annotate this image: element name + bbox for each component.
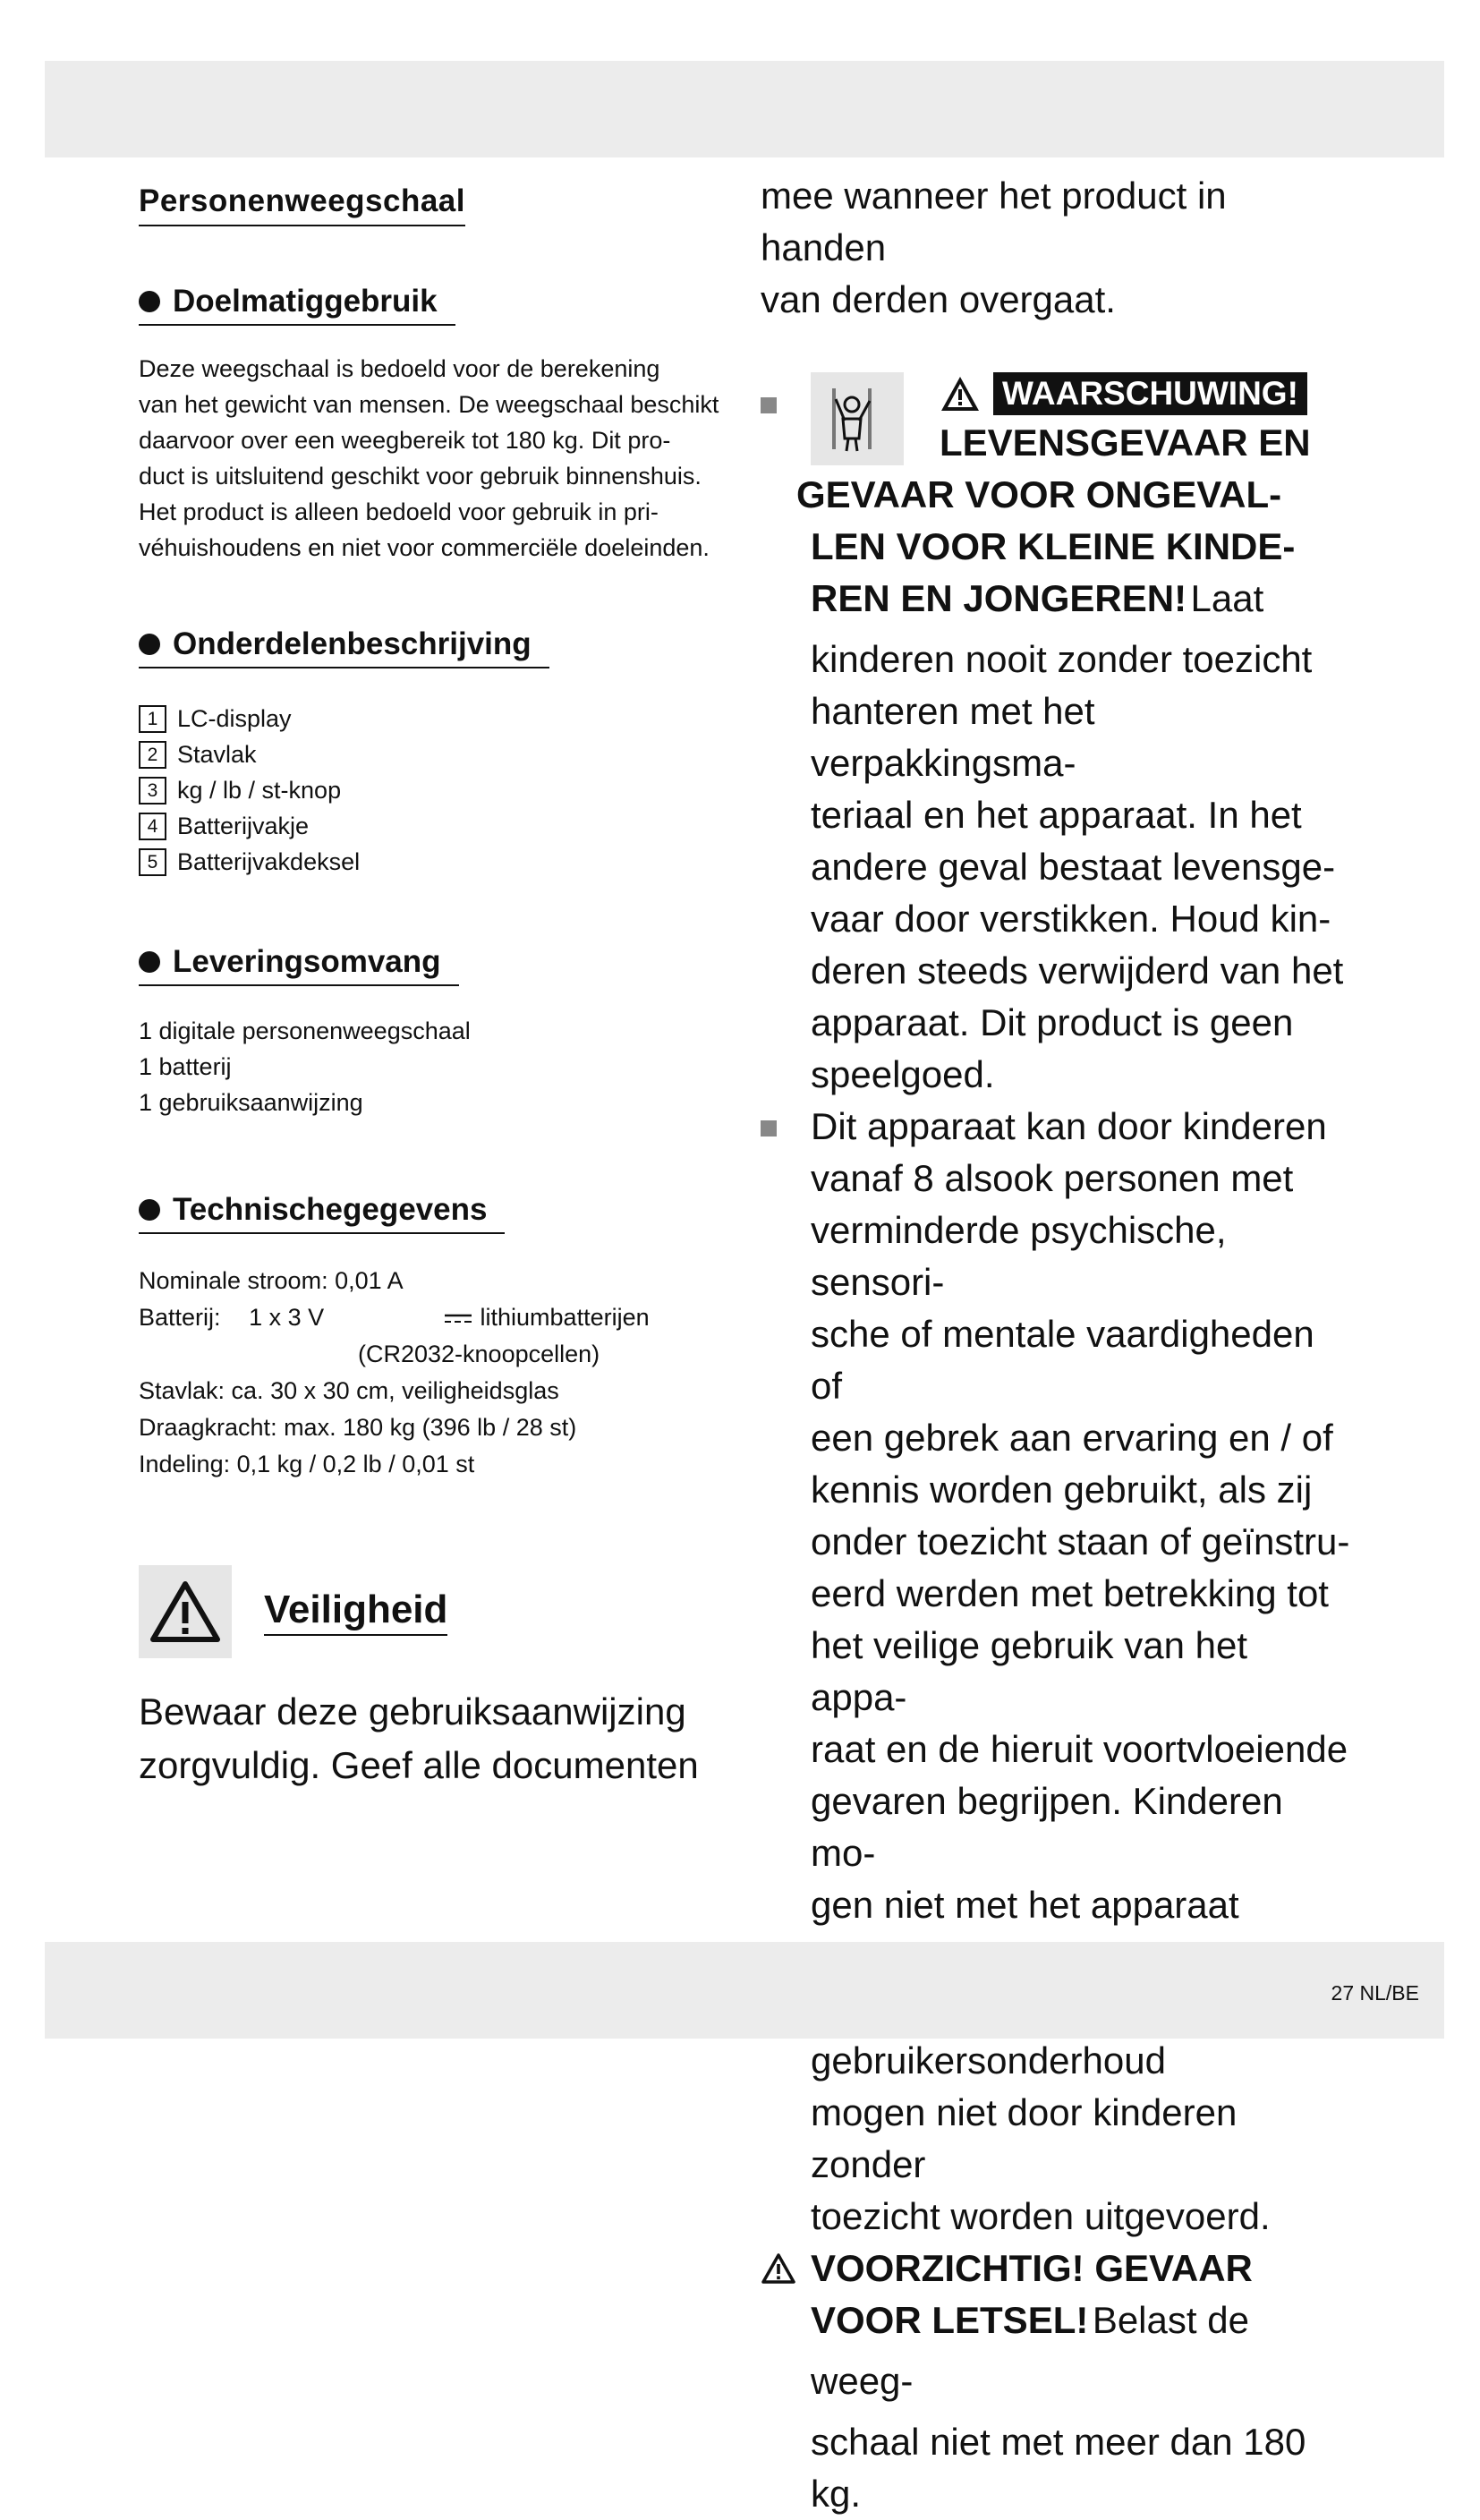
text-line: vanaf 8 alsook personen met [811, 1157, 1294, 1199]
warning-icon-box [139, 1565, 232, 1658]
caution-line [761, 2294, 1351, 2416]
text-line: apparaat. Dit product is geen [811, 1001, 1294, 1043]
heading-text: Onderdelenbeschrijving [173, 626, 532, 661]
part-number: 4 [139, 813, 166, 840]
text-line: gevaren begrijpen. Kinderen mo- [811, 1780, 1283, 1874]
warning-paragraph [761, 634, 1351, 1101]
text-line: vaar door verstikken. Houd kin- [811, 898, 1331, 940]
list-item [139, 772, 729, 808]
caution-inline-text: Belast de weeg- [811, 2299, 1249, 2402]
warning-label: WAARSCHUWING! [993, 372, 1307, 415]
text-line: sche of mentale vaardigheden of [811, 1313, 1314, 1407]
part-number: 2 [139, 741, 166, 769]
heading-text: Technischegegevens [173, 1192, 488, 1227]
header-band [45, 61, 1444, 158]
caution-triangle-icon [761, 2252, 796, 2285]
text-line: gen niet met het apparaat [811, 1884, 1239, 1926]
children-block [761, 1101, 1351, 2243]
text-line: mee wanneer het product in handen [761, 175, 1227, 268]
heading-text: Leveringsomvang [173, 944, 441, 979]
part-number: 3 [139, 777, 166, 805]
section-heading-tech [139, 1192, 505, 1234]
text-line: verminderde psychische, sensori- [811, 1209, 1227, 1303]
text-line: een gebrek aan ervaring en / of [811, 1417, 1333, 1459]
text-line: raat en de hieruit voortvloeiende [811, 1728, 1348, 1770]
text-line: eerd werden met betrekking tot [811, 1572, 1329, 1614]
text-line: hanteren met het verpakkingsma- [811, 690, 1095, 784]
text-line: andere geval bestaat levensge- [811, 846, 1336, 888]
caution-title-row [761, 2243, 1351, 2294]
warning-title-line: GEVAAR VOOR ONGEVAL- [796, 473, 1282, 515]
warning-title-line: LEN VOOR KLEINE KINDE- [811, 525, 1296, 567]
spec-battery-type: lithiumbatterijen [480, 1304, 650, 1331]
part-label: kg / lb / st-knop [177, 777, 342, 804]
bullet-icon [139, 634, 160, 655]
direct-current-icon [443, 1310, 473, 1328]
text-line: duct is uitsluitend geschikt voor gebruik binnenshuis. [139, 463, 702, 490]
text-line: speelgoed. [811, 1053, 995, 1095]
part-label: Stavlak [177, 741, 257, 768]
page-title: Personenweegschaal [139, 183, 465, 226]
warning-title-line [761, 573, 1351, 634]
text-line: het veilige gebruik van het appa- [811, 1624, 1247, 1718]
part-label: Batterijvakdeksel [177, 848, 361, 875]
spec-label: Batterij: [139, 1304, 221, 1331]
text-line: daarvoor over een weegbereik tot 180 kg. Dit pro- [139, 427, 671, 454]
safety-heading [139, 1565, 729, 1658]
child-danger-icon [825, 383, 889, 455]
text-line: Deze weegschaal is bedoeld voor de berekening [139, 355, 660, 382]
parts-list [139, 701, 729, 880]
bullet-square-icon [761, 397, 777, 413]
list-item [139, 808, 729, 844]
safety-title: Veiligheid [264, 1588, 447, 1636]
list-item [139, 844, 729, 880]
child-warning-icon-box [811, 372, 904, 465]
warning-inline-word: Laat [1190, 577, 1264, 619]
dc-type [443, 1299, 650, 1336]
section-heading-delivery [139, 944, 459, 986]
warning-title-end: REN EN JONGEREN! [811, 577, 1187, 619]
text-line: onder toezicht staan of geïnstru- [811, 1520, 1350, 1562]
tech-specs [139, 1263, 729, 1483]
delivery-list [139, 1013, 729, 1120]
spec-capacity: Draagkracht: max. 180 kg (396 lb / 28 st) [139, 1414, 577, 1441]
spec-division: Indeling: 0,1 kg / 0,2 lb / 0,01 st [139, 1451, 475, 1477]
left-column [139, 183, 729, 1792]
spec-current: Nominale stroom: 0,01 A [139, 1267, 404, 1294]
page-number: 27 NL/BE [1331, 1981, 1419, 2005]
spec-surface: Stavlak: ca. 30 x 30 cm, veiligheidsglas [139, 1377, 559, 1404]
list-item [139, 736, 729, 772]
list-item: 1 gebruiksaanwijzing [139, 1089, 363, 1116]
text-line: van het gewicht van mensen. De weegschaal beschikt [139, 391, 719, 418]
text-line: deren steeds verwijderd van het [811, 949, 1344, 992]
text-line: Dit apparaat kan door kinderen [811, 1105, 1327, 1147]
text-line: kinderen nooit zonder toezicht [811, 638, 1313, 680]
bullet-square-icon [761, 1120, 777, 1137]
part-label: LC-display [177, 705, 292, 732]
footer-band [45, 1942, 1444, 2039]
warning-triangle-icon [940, 375, 981, 413]
bullet-icon [139, 1199, 160, 1221]
text-line: Bewaar deze gebruiksaanwijzing [139, 1690, 686, 1732]
safety-paragraph [139, 1685, 729, 1792]
caution-title: VOORZICHTIG! GEVAAR [811, 2247, 1253, 2289]
section-heading-parts [139, 626, 549, 668]
warning-triangle-icon [149, 1580, 221, 1643]
text-line: zorgvuldig. Geef alle documenten [139, 1744, 699, 1786]
text-line: kennis worden gebruikt, als zij [811, 1469, 1313, 1511]
text-line: véhuishoudens en niet voor commerciële doeleinden. [139, 534, 710, 561]
use-paragraph [139, 351, 729, 566]
list-item: 1 digitale personenweegschaal [139, 1017, 471, 1044]
list-item: 1 batterij [139, 1053, 232, 1080]
right-column [761, 170, 1351, 2520]
spec-cells: (CR2032-knoopcellen) [358, 1341, 600, 1367]
part-number: 5 [139, 848, 166, 876]
text-line: teriaal en het apparaat. In het [811, 794, 1302, 836]
warning-block [761, 372, 1351, 1101]
text-line: mogen niet door kinderen zonder [811, 2091, 1238, 2185]
part-label: Batterijvakje [177, 813, 310, 839]
spec-value: 1 x 3 V [249, 1304, 325, 1331]
text-line: van derden overgaat. [761, 278, 1116, 320]
text-line: Het product is alleen bedoeld voor gebruik in pri- [139, 498, 659, 525]
continued-paragraph [761, 170, 1351, 326]
heading-text: Doelmatiggebruik [173, 284, 438, 319]
caution-block [761, 2243, 1351, 2520]
caution-title-end: VOOR LETSEL! [811, 2299, 1089, 2341]
caution-last-line: schaal niet met meer dan 180 kg. [811, 2421, 1306, 2515]
section-heading-use [139, 284, 455, 326]
text-line: toezicht worden uitgevoerd. [811, 2195, 1271, 2237]
part-number: 1 [139, 705, 166, 733]
warning-title-line: LEVENSGEVAAR EN [940, 421, 1311, 464]
text-line: gebruikersonderhoud [811, 2039, 1166, 2082]
list-item [139, 701, 729, 736]
spec-battery [139, 1299, 729, 1336]
children-paragraph [761, 1101, 1351, 2243]
bullet-icon [139, 951, 160, 973]
bullet-icon [139, 291, 160, 312]
